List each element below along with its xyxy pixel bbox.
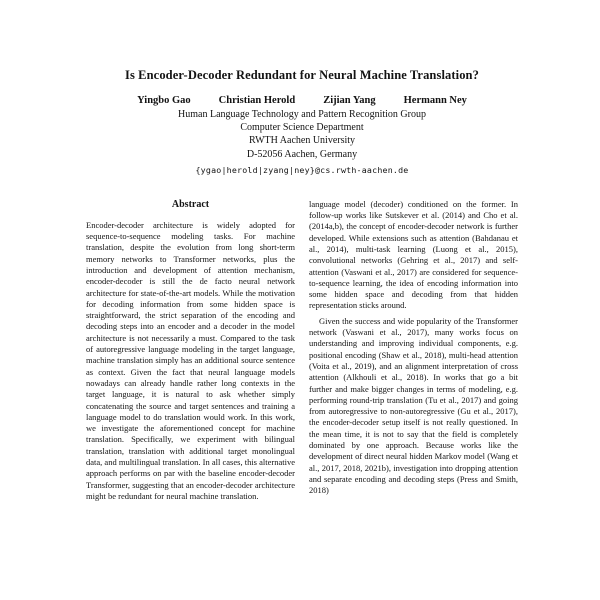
affiliation-line-2: Computer Science Department — [240, 122, 364, 134]
affiliation-line-1: Human Language Technology and Pattern Recognition Group — [178, 109, 426, 120]
author-3: Zijian Yang — [323, 95, 376, 106]
body-paragraph-2: Given the success and wide popularity of the Transformer network (Vaswani et al., 2017), many works focus on understanding and improving individual components, e.g. positional encoding (Shaw et al., 2018), multi-head attention (Voita et al., 2019), and an alignment interpretation of cross attention (Alkhouli et al., 2018). In works that go a bit further and make bigger changes in terms of modeling, e.g. performing round-trip translation (Tu et al., 2017) and going from autoregressive to non-autoregressive (Gu et al., 2017), the encoder-decoder setup itself is not really questioned. In the mean time, it is not to say that the field is completely dominated by one approach. Because works like the development of direct neural hidden Markov model (Wang et al., 2017, 2018, 2021b), investigation into dropping attention and separate encoding and decoding steps (Press and Smith, 2018) — [309, 315, 518, 496]
author-2: Christian Herold — [218, 95, 296, 106]
abstract-text: Encoder-decoder architecture is widely adopted for sequence-to-sequence modeling tasks. For machine translation, despite the evolution from long short-term memory networks to Transformer networks, plus the introduction and development of attention mechanism, encoder-decoder is still the de facto neural network architecture for state-of-the-art models. While the motivation for decoding information from some hidden space is straightforward, the strict separation of the encoding and decoding steps into an encoder and a decoder in the model architecture is not necessarily a must. Compared to the task of autoregressive language modeling in the target language, machine translation simply has an additional source sentence as context. Given the fact that neural language models nowadays can already handle rather long contexts in the target language, it is natural to ask whether simply concatenating the source and target sentences and training a language model to do translation would work. In this work, we investigate the aforementioned concept for machine translation. Specifically, we experiment with bilingual translation, translation with additional target monolingual data, and multilingual translation. In all cases, this alternative approach performs on par with the baseline encoder-decoder Transformer, suggesting that an encoder-decoder architecture might be redundant for neural machine translation. — [86, 219, 295, 501]
author-list — [86, 94, 518, 107]
author-email: {ygao|herold|zyang|ney}@cs.rwth-aachen.de — [195, 164, 409, 175]
affiliation-block — [86, 108, 518, 161]
body-paragraph-1: language model (decoder) conditioned on the former. In follow-up works like Sutskever et al. (2014) and Cho et al. (2014a,b), the concept of encoder-decoder network is further developed. While extensions such as attention (Bahdanau et al., 2014), multi-task learning (Luong et al., 2015), convolutional networks (Gehring et al., 2017) and self-attention (Vaswani et al., 2017) are considered for sequence-to-sequence learning, the idea of encoding information into some hidden space and decoding from that hidden representation sticks around. — [309, 198, 518, 311]
affiliation-line-3: RWTH Aachen University — [248, 135, 356, 147]
two-column-body — [86, 199, 518, 502]
abstract-heading: Abstract — [171, 198, 210, 210]
right-column — [309, 199, 518, 502]
paper-title: Is Encoder-Decoder Redundant for Neural Machine Translation? — [125, 68, 479, 82]
left-column — [86, 199, 295, 502]
author-1: Yingbo Gao — [137, 95, 191, 106]
author-4: Hermann Ney — [403, 95, 467, 106]
affiliation-line-4: D-52056 Aachen, Germany — [246, 148, 358, 160]
